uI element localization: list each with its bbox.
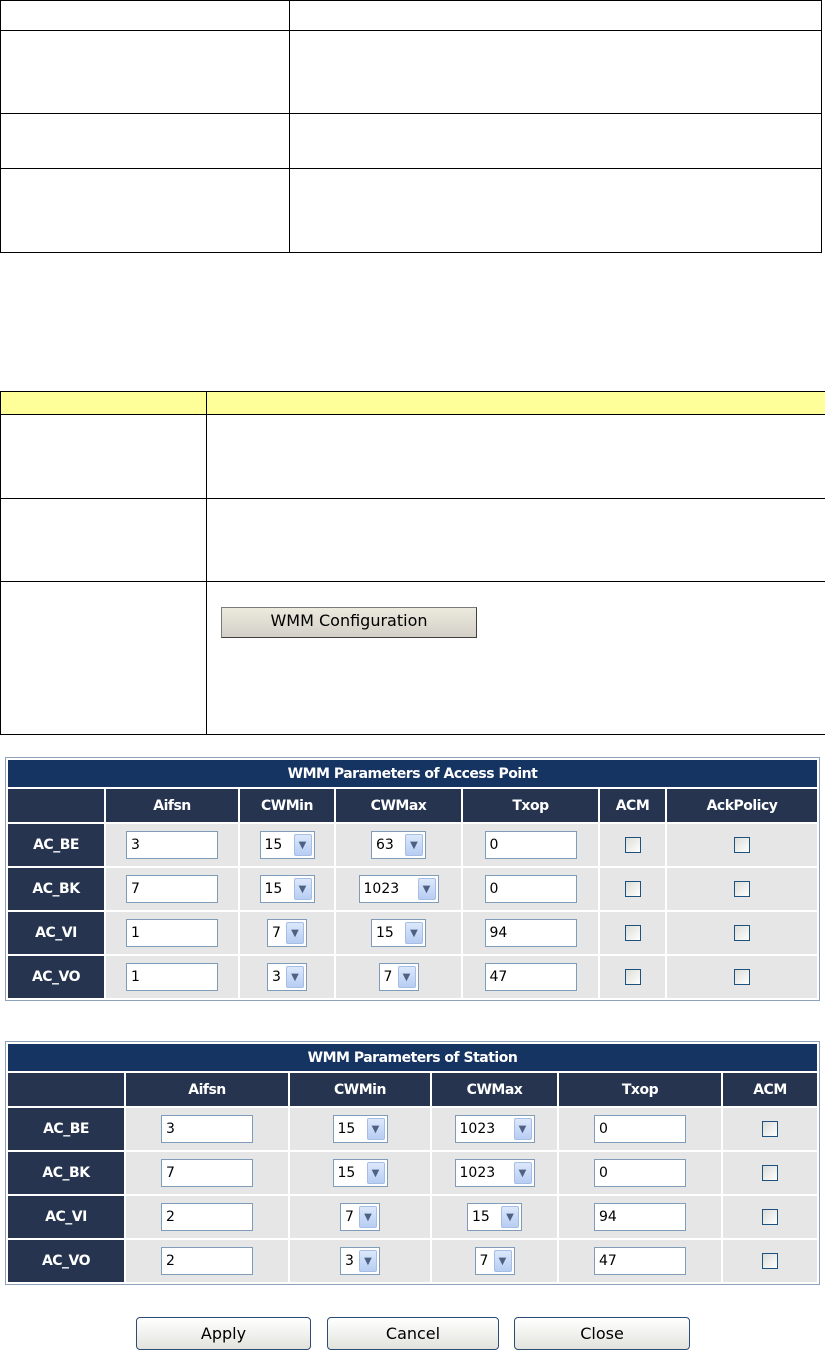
cwmin-cell (240, 824, 334, 866)
text-input[interactable]: 7 (161, 1159, 253, 1187)
ackpolicy-cell (667, 912, 817, 954)
aifsn-cell (106, 868, 238, 910)
station-corner-header (8, 1073, 124, 1106)
ap-col-header: CWMin (240, 789, 334, 822)
acm-checkbox[interactable] (625, 925, 641, 941)
cwmin-cell (290, 1152, 430, 1194)
aifsn-cell (106, 912, 238, 954)
table-cell (1, 1, 290, 31)
wmm-station-parameters-table (5, 1041, 820, 1285)
cwmax-cell (432, 1196, 557, 1238)
text-input[interactable]: 1 (126, 963, 218, 991)
cwmax-cell (432, 1108, 557, 1150)
text-input[interactable]: 0 (485, 831, 577, 859)
txop-cell (559, 1196, 721, 1238)
text-input[interactable]: 0 (594, 1159, 686, 1187)
select-value: 3 (345, 1253, 354, 1269)
table-cell (207, 582, 825, 735)
table-row (8, 1108, 817, 1150)
ap-col-header: AckPolicy (667, 789, 817, 822)
chevron-down-icon: ▼ (286, 966, 304, 988)
table-cell (290, 31, 822, 114)
chevron-down-icon: ▼ (359, 1250, 377, 1272)
cwmax-select[interactable] (455, 1159, 535, 1187)
txop-cell (463, 912, 598, 954)
cwmin-select[interactable] (260, 831, 315, 859)
aifsn-cell (126, 1196, 288, 1238)
table-header-cell (207, 392, 825, 415)
select-value: 7 (345, 1209, 354, 1225)
table-cell (290, 169, 822, 253)
table-cell (1, 499, 207, 582)
cwmin-cell (240, 912, 334, 954)
select-value: 7 (272, 925, 281, 941)
chevron-down-icon: ▼ (367, 1118, 385, 1140)
aifsn-cell (106, 956, 238, 998)
wmm-ap-parameters-table (5, 757, 820, 1001)
close-button[interactable]: Close (514, 1317, 690, 1350)
txop-cell (559, 1240, 721, 1282)
select-value: 15 (264, 881, 283, 897)
ackpolicy-checkbox[interactable] (734, 925, 750, 941)
chevron-down-icon: ▼ (514, 1118, 532, 1140)
chevron-down-icon: ▼ (294, 878, 312, 900)
acm-cell (600, 824, 665, 866)
select-value: 1023 (459, 1121, 496, 1137)
acm-cell (723, 1152, 817, 1194)
station-col-header: CWMin (290, 1073, 430, 1106)
ap-corner-header (8, 789, 104, 822)
ackpolicy-checkbox[interactable] (734, 837, 750, 853)
text-input[interactable]: 0 (594, 1115, 686, 1143)
cwmin-select[interactable] (267, 963, 307, 991)
text-input[interactable]: 7 (126, 875, 218, 903)
aifsn-cell (126, 1108, 288, 1150)
table-cell (1, 582, 207, 735)
select-value: 3 (272, 969, 281, 985)
select-value: 7 (383, 969, 393, 985)
cwmin-select[interactable] (260, 875, 315, 903)
text-input[interactable]: 3 (126, 831, 218, 859)
cwmax-select[interactable] (467, 1203, 522, 1231)
cwmin-cell (240, 956, 334, 998)
chevron-down-icon: ▼ (359, 1206, 377, 1228)
chevron-down-icon: ▼ (294, 834, 312, 856)
text-input[interactable]: 2 (161, 1247, 253, 1275)
row-header: AC_BE (8, 824, 104, 866)
text-input[interactable]: 94 (485, 919, 577, 947)
aifsn-cell (126, 1152, 288, 1194)
chevron-down-icon: ▼ (405, 834, 423, 856)
ap-table-title: WMM Parameters of Access Point (8, 760, 817, 787)
txop-cell (463, 824, 598, 866)
row-header: AC_BK (8, 1152, 124, 1194)
text-input[interactable]: 47 (594, 1247, 686, 1275)
select-value: 15 (264, 837, 283, 853)
acm-cell (723, 1108, 817, 1150)
acm-checkbox[interactable] (762, 1253, 778, 1269)
ackpolicy-cell (667, 868, 817, 910)
aifsn-cell (106, 824, 238, 866)
select-value: 63 (376, 837, 394, 853)
row-header: AC_VO (8, 956, 104, 998)
cwmin-cell (240, 868, 334, 910)
cwmax-select[interactable] (455, 1115, 535, 1143)
cwmax-cell (432, 1152, 557, 1194)
cwmin-select[interactable] (333, 1159, 388, 1187)
row-header: AC_BK (8, 868, 104, 910)
txop-cell (463, 868, 598, 910)
document-table-top (0, 0, 822, 253)
row-header: AC_VI (8, 1196, 124, 1238)
cwmin-select[interactable] (333, 1115, 388, 1143)
cwmin-select[interactable] (267, 919, 307, 947)
table-cell (290, 1, 822, 31)
cwmin-select[interactable] (340, 1203, 380, 1231)
select-value: 15 (376, 925, 394, 941)
cwmax-select[interactable] (475, 1247, 515, 1275)
chevron-down-icon: ▼ (405, 922, 423, 944)
txop-cell (559, 1152, 721, 1194)
select-value: 15 (337, 1165, 356, 1181)
cwmin-cell (290, 1240, 430, 1282)
apply-button[interactable]: Apply (136, 1317, 311, 1350)
ap-col-header: Txop (463, 789, 598, 822)
acm-cell (723, 1196, 817, 1238)
text-input[interactable]: 3 (161, 1115, 253, 1143)
chevron-down-icon: ▼ (501, 1206, 519, 1228)
chevron-down-icon: ▼ (514, 1162, 532, 1184)
cwmax-select[interactable] (371, 831, 426, 859)
table-cell (207, 499, 825, 582)
acm-cell (600, 912, 665, 954)
station-col-header: Aifsn (126, 1073, 288, 1106)
ap-col-header: Aifsn (106, 789, 238, 822)
table-cell (290, 114, 822, 169)
station-col-header: CWMax (432, 1073, 557, 1106)
cwmin-cell (290, 1196, 430, 1238)
acm-cell (600, 956, 665, 998)
cwmin-select[interactable] (340, 1247, 380, 1275)
table-row (8, 912, 817, 954)
acm-checkbox[interactable] (625, 837, 641, 853)
text-input[interactable]: 2 (161, 1203, 253, 1231)
ackpolicy-cell (667, 956, 817, 998)
select-value: 15 (337, 1121, 356, 1137)
acm-cell (723, 1240, 817, 1282)
acm-checkbox[interactable] (625, 969, 641, 985)
select-value: 1023 (363, 881, 400, 897)
table-row (8, 824, 817, 866)
table-row (8, 1196, 817, 1238)
ap-col-header: ACM (600, 789, 665, 822)
cwmax-select[interactable] (379, 963, 419, 991)
ackpolicy-checkbox[interactable] (734, 969, 750, 985)
row-header: AC_VO (8, 1240, 124, 1282)
document-table-parameters (0, 391, 825, 735)
cancel-button[interactable]: Cancel (327, 1317, 499, 1350)
cwmax-select[interactable] (359, 875, 439, 903)
cwmax-cell (336, 824, 461, 866)
cwmax-cell (336, 956, 461, 998)
table-row (8, 956, 817, 998)
aifsn-cell (126, 1240, 288, 1282)
wmm-configuration-button[interactable]: WMM Configuration (221, 607, 477, 638)
table-cell (1, 415, 207, 499)
chevron-down-icon: ▼ (286, 922, 304, 944)
text-input[interactable]: 1 (126, 919, 218, 947)
table-row (8, 868, 817, 910)
ackpolicy-cell (667, 824, 817, 866)
station-col-header: Txop (559, 1073, 721, 1106)
text-input[interactable]: 47 (485, 963, 577, 991)
table-cell (1, 169, 290, 253)
row-header: AC_VI (8, 912, 104, 954)
select-value: 7 (479, 1253, 489, 1269)
txop-cell (559, 1108, 721, 1150)
ap-col-header: CWMax (336, 789, 461, 822)
cwmin-cell (290, 1108, 430, 1150)
table-row (8, 1240, 817, 1282)
acm-checkbox[interactable] (762, 1209, 778, 1225)
cwmax-cell (336, 912, 461, 954)
table-header-cell (1, 392, 207, 415)
table-cell (1, 114, 290, 169)
text-input[interactable]: 0 (485, 875, 577, 903)
chevron-down-icon: ▼ (367, 1162, 385, 1184)
chevron-down-icon: ▼ (418, 878, 436, 900)
acm-checkbox[interactable] (762, 1121, 778, 1137)
chevron-down-icon: ▼ (398, 966, 416, 988)
acm-cell (600, 868, 665, 910)
text-input[interactable]: 94 (594, 1203, 686, 1231)
table-cell (1, 31, 290, 114)
row-header: AC_BE (8, 1108, 124, 1150)
acm-checkbox[interactable] (762, 1165, 778, 1181)
txop-cell (463, 956, 598, 998)
acm-checkbox[interactable] (625, 881, 641, 897)
chevron-down-icon: ▼ (494, 1250, 512, 1272)
select-value: 15 (472, 1209, 490, 1225)
station-col-header: ACM (723, 1073, 817, 1106)
table-row (8, 1152, 817, 1194)
cwmax-select[interactable] (371, 919, 426, 947)
station-table-title: WMM Parameters of Station (8, 1044, 817, 1071)
ackpolicy-checkbox[interactable] (734, 881, 750, 897)
table-cell (207, 415, 825, 499)
cwmax-cell (336, 868, 461, 910)
cwmax-cell (432, 1240, 557, 1282)
select-value: 1023 (459, 1165, 496, 1181)
